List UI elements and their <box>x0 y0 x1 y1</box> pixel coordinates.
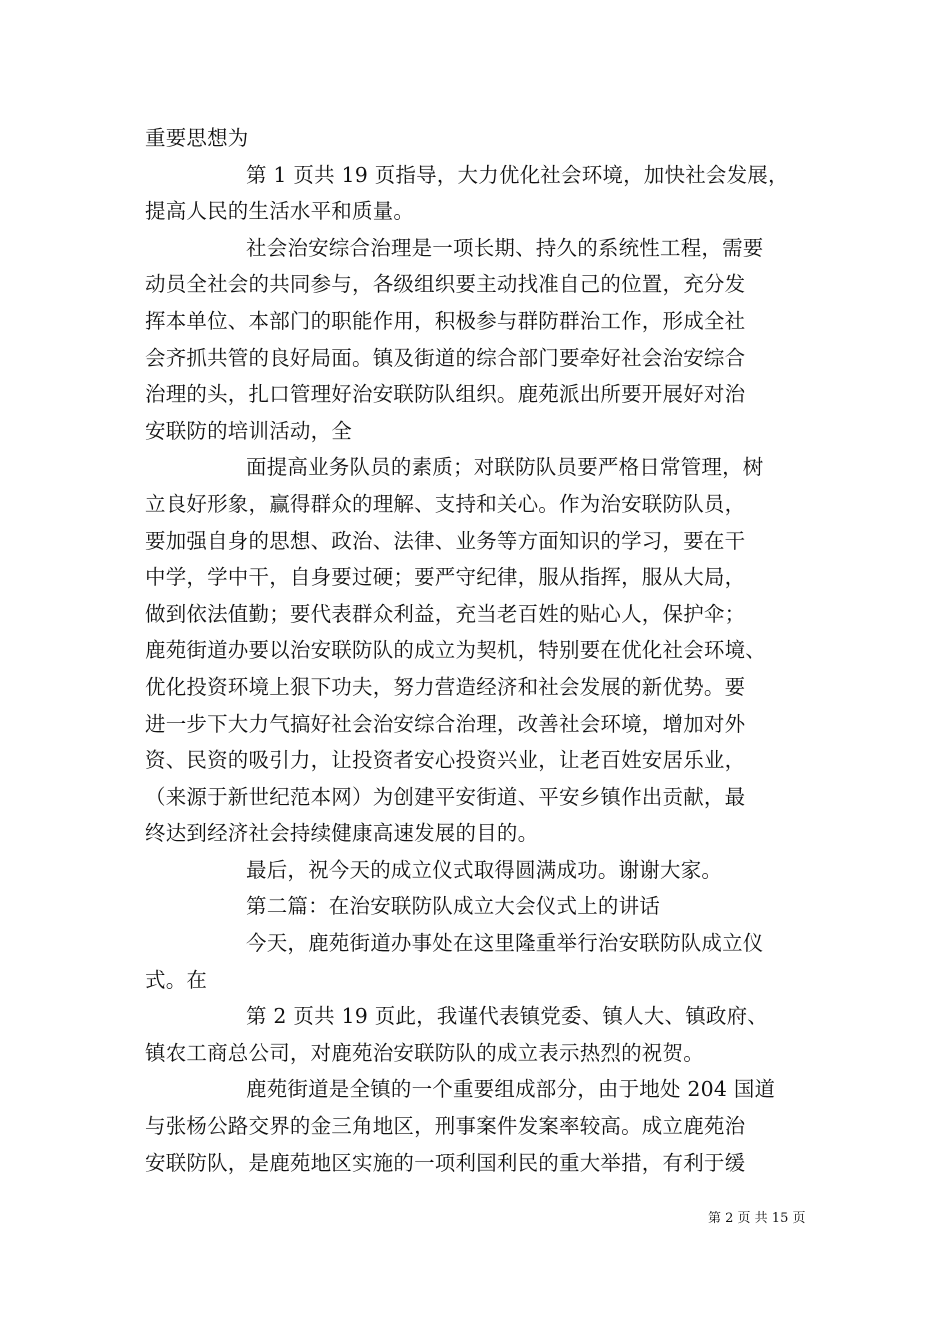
text-line: 第 1 页共 19 页指导，大力优化社会环境，加快社会发展， <box>246 162 789 187</box>
text-line: 第 2 页共 19 页此，我谨代表镇党委、镇人大、镇政府、 <box>246 1004 768 1029</box>
text-line: 中学，学中干，自身要过硬；要严守纪律，服从指挥，服从大局， <box>145 565 746 590</box>
text-line: 镇农工商总公司，对鹿苑治安联防队的成立表示热烈的祝贺。 <box>145 1040 704 1065</box>
body-text <box>145 120 815 1181</box>
text-line: 安联防队，是鹿苑地区实施的一项利国利民的重大举措，有利于缓 <box>145 1150 746 1175</box>
text-line: 进一步下大力气搞好社会治安综合治理，改善社会环境，增加对外 <box>145 711 746 736</box>
text-line: 式。在 <box>145 967 208 992</box>
text-line: 社会治安综合治理是一项长期、持久的系统性工程，需要 <box>246 235 764 260</box>
text-line: 要加强自身的思想、政治、法律、业务等方面知识的学习，要在干 <box>145 528 746 553</box>
text-line: 鹿苑街道是全镇的一个重要组成部分，由于地处 204 国道 <box>246 1077 776 1102</box>
text-line: 治理的头，扎口管理好治安联防队组织。鹿苑派出所要开展好对治 <box>145 382 746 407</box>
text-line: 今天，鹿苑街道办事处在这里隆重举行治安联防队成立仪 <box>246 931 764 956</box>
text-line: 与张杨公路交界的金三角地区，刑事案件发案率较高。成立鹿苑治 <box>145 1114 746 1139</box>
text-line: 提高人民的生活水平和质量。 <box>145 199 415 224</box>
text-line: 立良好形象，赢得群众的理解、支持和关心。作为治安联防队员， <box>145 491 746 516</box>
text-line: 安联防的培训活动，全 <box>145 418 352 443</box>
text-line: 终达到经济社会持续健康高速发展的目的。 <box>145 821 539 846</box>
section-heading: 第二篇：在治安联防队成立大会仪式上的讲话 <box>246 894 660 919</box>
text-line: 做到依法值勤；要代表群众利益，充当老百姓的贴心人，保护伞； <box>145 601 746 626</box>
text-line: 优化投资环境上狠下功夫，努力营造经济和社会发展的新优势。要 <box>145 674 746 699</box>
text-line: 会齐抓共管的良好局面。镇及街道的综合部门要牵好社会治安综合 <box>145 345 746 370</box>
text-line: 重要思想为 <box>145 126 249 150</box>
text-line: 鹿苑街道办要以治安联防队的成立为契机，特别要在优化社会环境、 <box>145 638 766 663</box>
text-line: 面提高业务队员的素质；对联防队员要严格日常管理，树 <box>246 455 764 480</box>
text-line: 挥本单位、本部门的职能作用，积极参与群防群治工作，形成全社 <box>145 308 746 333</box>
text-line: 资、民资的吸引力，让投资者安心投资兴业，让老百姓安居乐业， <box>145 748 746 773</box>
text-line: 最后，祝今天的成立仪式取得圆满成功。谢谢大家。 <box>246 857 723 882</box>
page-number-footer: 第 2 页 共 15 页 <box>708 1211 806 1226</box>
text-line: （来源于新世纪范本网）为创建平安街道、平安乡镇作出贡献，最 <box>145 784 746 809</box>
text-line: 动员全社会的共同参与，各级组织要主动找准自己的位置，充分发 <box>145 272 746 297</box>
